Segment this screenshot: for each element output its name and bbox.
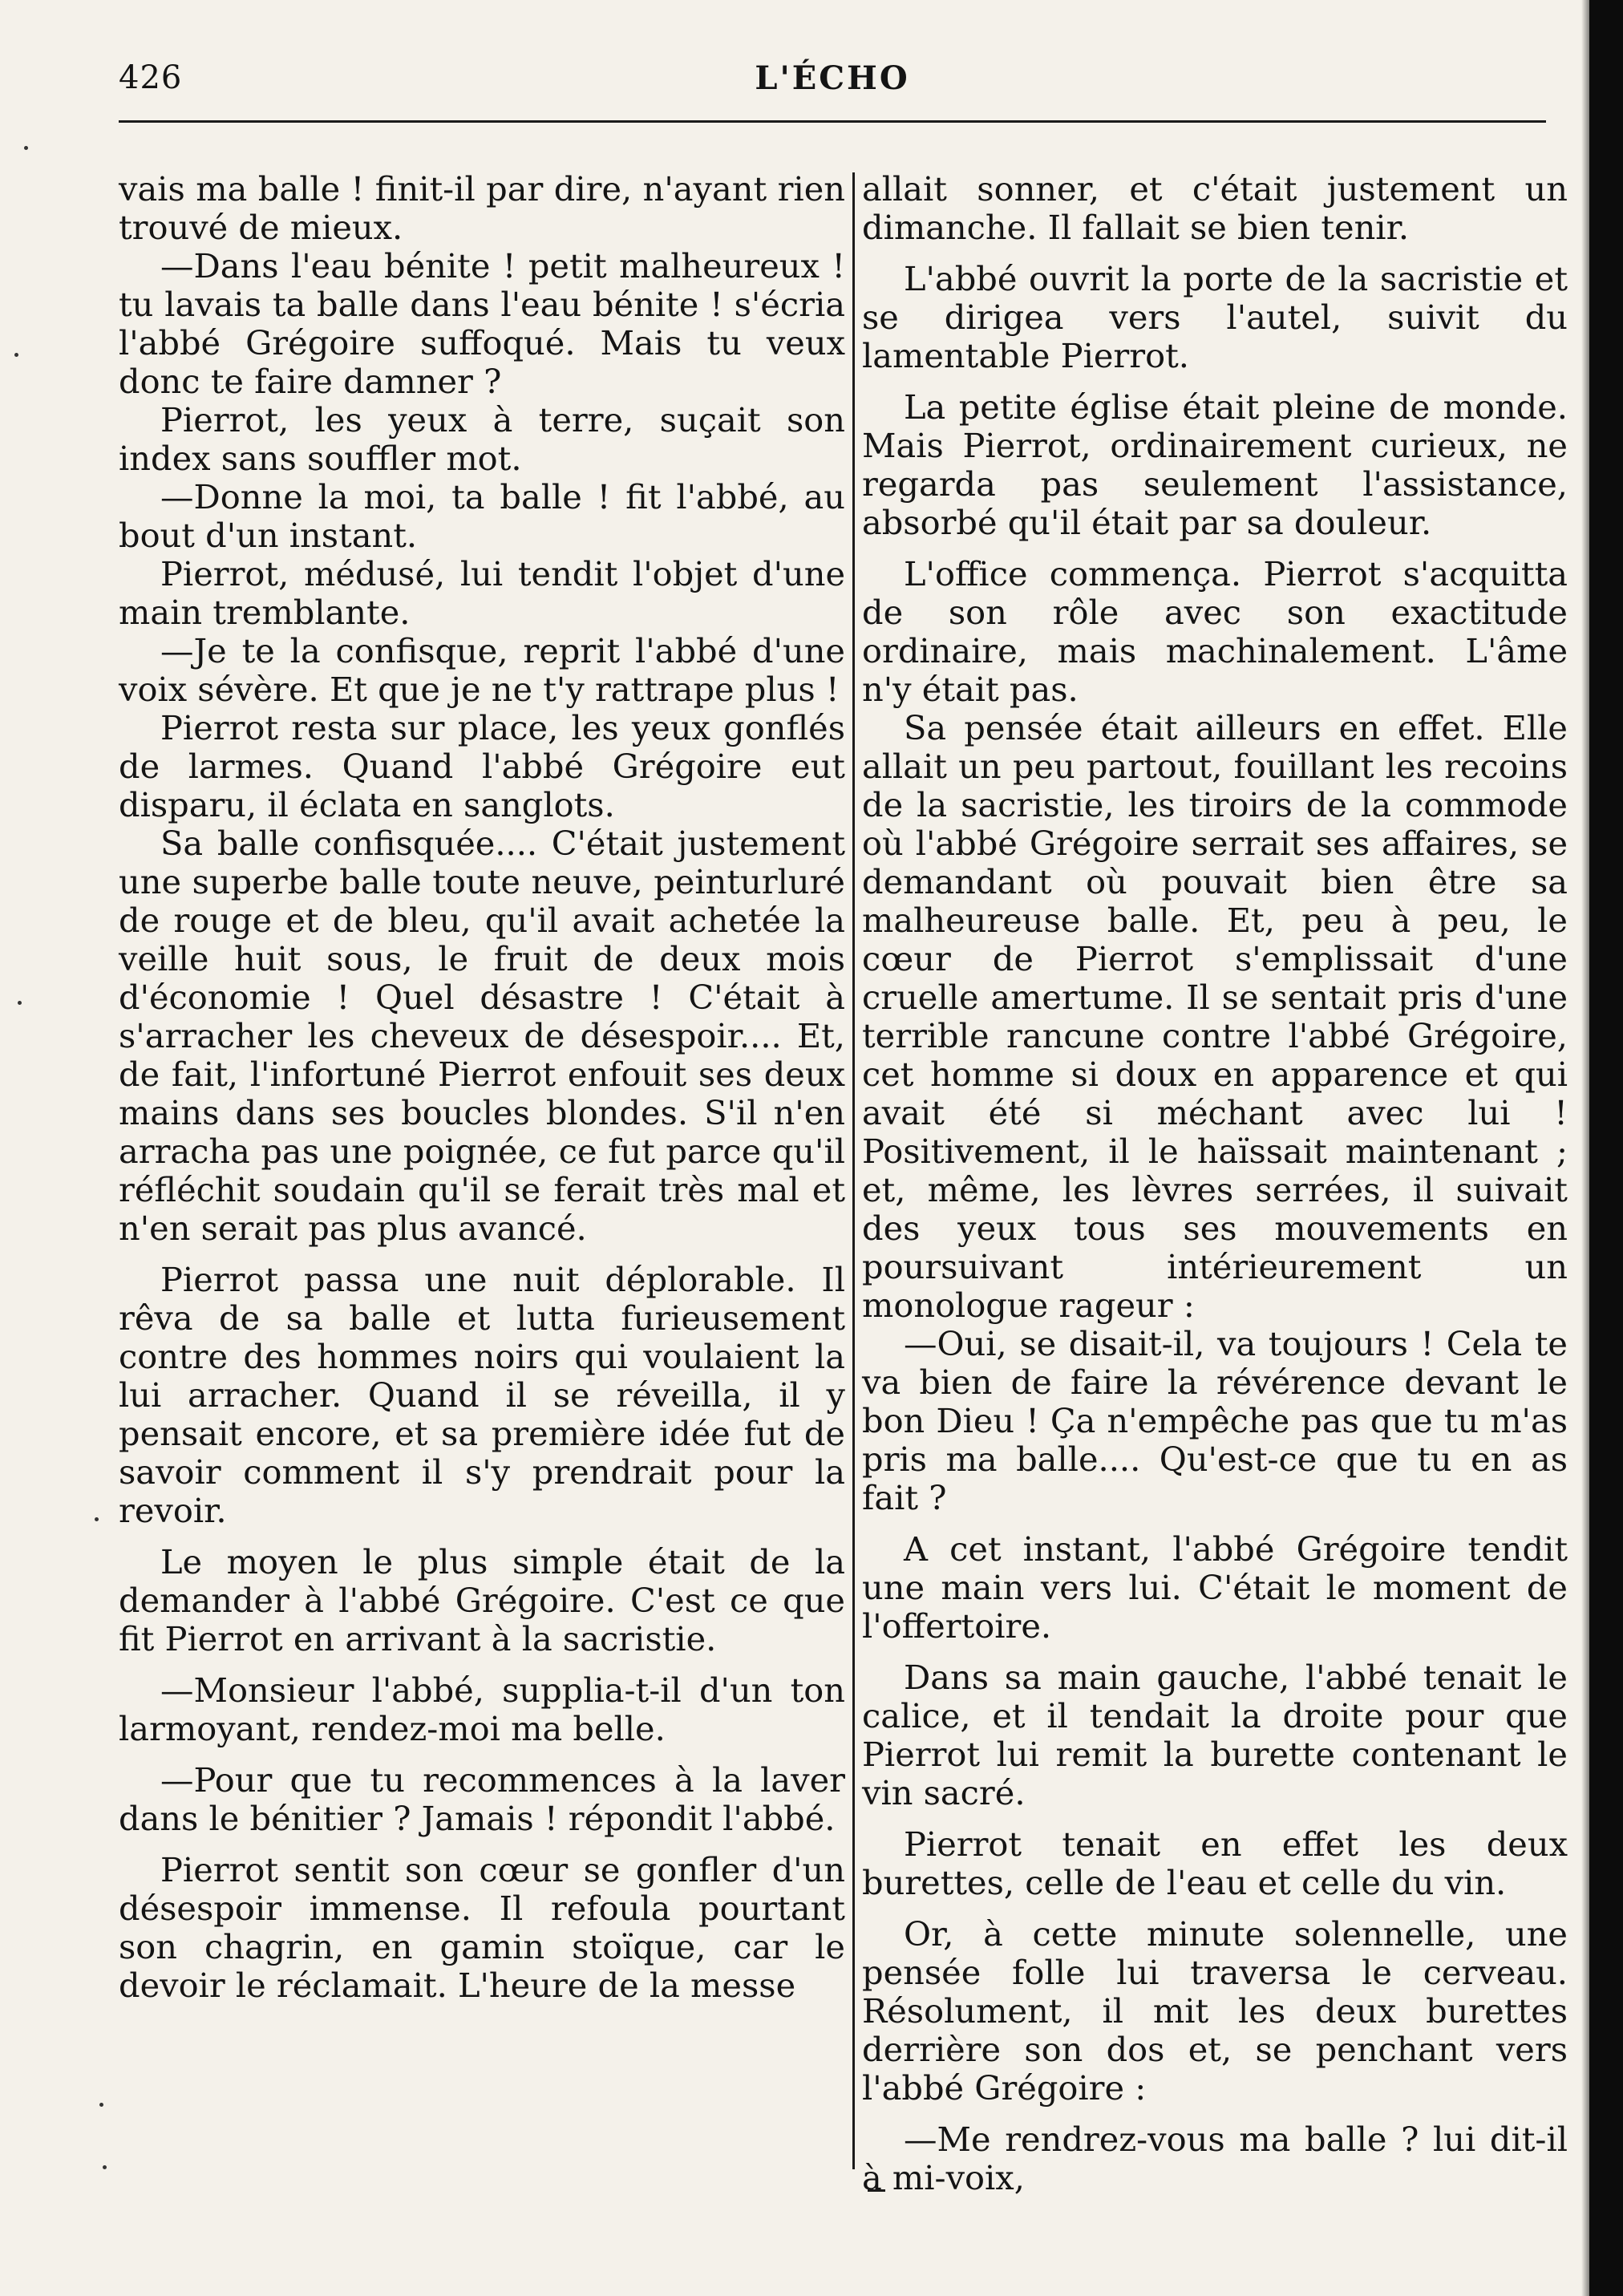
paragraph: L'office commença. Pierrot s'acquitta de son rôle avec son exactitude ordinaire, mais machinalement. L'âme n'y était pas. <box>862 554 1568 709</box>
column-divider <box>852 172 855 2169</box>
paragraph: —Me rendrez-vous ma balle ? lui dit-il à mi-voix, <box>862 2120 1568 2197</box>
paragraph: Dans sa main gauche, l'abbé tenait le calice, et il tendait la droite pour que Pierrot lui remit la burette contenant le vin sacré. <box>862 1658 1568 1812</box>
right-column <box>862 170 1568 2197</box>
paragraph: L'abbé ouvrit la porte de la sacristie et se dirigea vers l'autel, suivit du lamentable Pierrot. <box>862 259 1568 375</box>
left-column <box>119 170 845 2005</box>
scan-speck <box>14 353 18 357</box>
paragraph: Pierrot, médusé, lui tendit l'objet d'une main tremblante. <box>119 554 845 632</box>
paragraph: Pierrot tenait en effet les deux burettes, celle de l'eau et celle du vin. <box>862 1824 1568 1902</box>
column-end-mark <box>868 2189 885 2192</box>
paragraph: Sa balle confisquée.... C'était justement une superbe balle toute neuve, peinturluré de rouge et de bleu, qu'il avait achetée la veille huit sous, le fruit de deux mois d'économie ! Quel désastre ! C'était à s'arracher les cheveux de désespoir.... Et, de fait, l'infortuné Pierrot enfouit ses deux mains dans ses boucles blondes. S'il n'en arracha pas une poignée, ce fut parce qu'il réfléchit soudain qu'il se ferait très mal et n'en serait pas plus avancé. <box>119 824 845 1248</box>
page-number: 426 <box>119 59 183 96</box>
scan-speck <box>24 146 28 150</box>
paragraph: Pierrot resta sur place, les yeux gonflés de larmes. Quand l'abbé Grégoire eut disparu, il éclata en sanglots. <box>119 708 845 824</box>
paragraph: —Dans l'eau bénite ! petit malheureux ! tu lavais ta balle dans l'eau bénite ! s'écria l'abbé Grégoire suffoqué. Mais tu veux donc te faire damner ? <box>119 246 845 401</box>
paragraph: Or, à cette minute solennelle, une pensée folle lui traversa le cerveau. Résolument, il mit les deux burettes derrière son dos et, se penchant vers l'abbé Grégoire : <box>862 1914 1568 2108</box>
paragraph: A cet instant, l'abbé Grégoire tendit une main vers lui. C'était le moment de l'offertoire. <box>862 1529 1568 1646</box>
scan-speck <box>18 1001 22 1005</box>
paragraph: Sa pensée était ailleurs en effet. Elle allait un peu partout, fouillant les recoins de la sacristie, les tiroirs de la commode où l'abbé Grégoire serrait ses affaires, se demandant où pouvait bien être sa malheureuse balle. Et, peu à peu, le cœur de Pierrot s'emplissait d'une cruelle amertume. Il se sentait pris d'une terrible rancune contre l'abbé Grégoire, cet homme si doux en apparence et qui avait été si méchant avec lui ! Positivement, il le haïssait maintenant ; et, même, les lèvres serrées, il suivait des yeux tous ses mouvements en poursuivant intérieurement un monologue rageur : <box>862 708 1568 1325</box>
page-edge <box>1589 0 1623 2296</box>
paragraph: —Oui, se disait-il, va toujours ! Cela te va bien de faire la révérence devant le bon Dieu ! Ça n'empêche pas que tu m'as pris ma balle.... Qu'est-ce que tu en as fait ? <box>862 1324 1568 1517</box>
paragraph: —Donne la moi, ta balle ! fit l'abbé, au bout d'un instant. <box>119 477 845 555</box>
paragraph: Le moyen le plus simple était de la demander à l'abbé Grégoire. C'est ce que fit Pierrot en arrivant à la sacristie. <box>119 1542 845 1658</box>
page-edge-shadow <box>1581 0 1589 2296</box>
paragraph: vais ma balle ! finit-il par dire, n'ayant rien trouvé de mieux. <box>119 169 845 247</box>
scan-speck <box>99 2103 103 2107</box>
scan-speck <box>95 1517 99 1521</box>
paragraph: Pierrot, les yeux à terre, suçait son index sans souffler mot. <box>119 400 845 478</box>
page-header <box>119 55 1546 103</box>
header-rule <box>119 120 1546 123</box>
paragraph: Pierrot sentit son cœur se gonfler d'un désespoir immense. Il refoula pourtant son chagrin, en gamin stoïque, car le devoir le réclamait. L'heure de la messe <box>119 1850 845 2005</box>
scan-speck <box>103 2165 107 2169</box>
paragraph: allait sonner, et c'était justement un dimanche. Il fallait se bien tenir. <box>862 169 1568 247</box>
paragraph: —Je te la confisque, reprit l'abbé d'une voix sévère. Et que je ne t'y rattrape plus ! <box>119 631 845 709</box>
paragraph: —Pour que tu recommences à la laver dans le bénitier ? Jamais ! répondit l'abbé. <box>119 1760 845 1838</box>
paragraph: Pierrot passa une nuit déplorable. Il rêva de sa balle et lutta furieusement contre des hommes noirs qui voulaient la lui arracher. Quand il se réveilla, il y pensait encore, et sa première idée fut de savoir comment il s'y prendrait pour la revoir. <box>119 1260 845 1530</box>
running-title: L'ÉCHO <box>755 59 910 97</box>
paragraph: La petite église était pleine de monde. Mais Pierrot, ordinairement curieux, ne regarda pas seulement l'assistance, absorbé qu'il était par sa douleur. <box>862 387 1568 542</box>
paragraph: —Monsieur l'abbé, supplia-t-il d'un ton larmoyant, rendez-moi ma belle. <box>119 1670 845 1748</box>
